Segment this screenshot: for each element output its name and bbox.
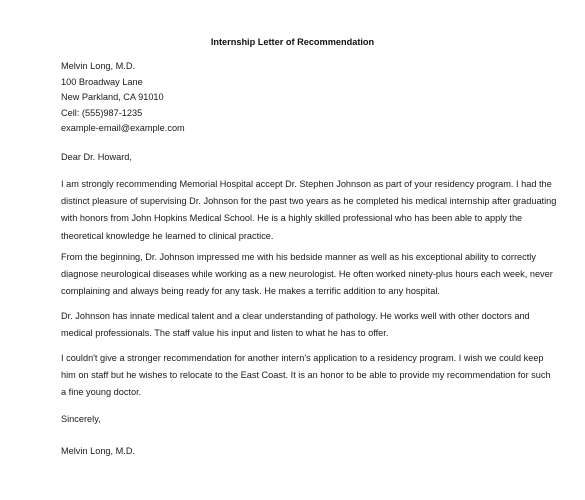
signature: Melvin Long, M.D. [61,446,136,456]
paragraph-line: I couldn't give a stronger recommendation for another intern's application to a residency program. I wish we could keep [61,353,544,363]
paragraph-line: with honors from John Hopkins Medical School. He is a highly skilled professional who has been able to apply the [61,213,523,224]
sender-email: example-email@example.com [61,123,185,134]
sender-city: New Parkland, CA 91010 [61,92,164,103]
sender-address-block [61,59,185,137]
sender-street: 100 Broadway Lane [61,76,143,87]
body-paragraph-4 [61,350,551,402]
body-paragraph-1 [61,176,557,245]
sender-name: Melvin Long, M.D. [61,61,136,71]
paragraph-line: complaining and always being ready for any task. He makes a terrific addition to any hospital. [61,286,440,297]
body-paragraph-3 [61,308,536,342]
salutation: Dear Dr. Howard, [61,152,132,162]
paragraph-line: I am strongly recommending Memorial Hospital accept Dr. Stephen Johnson as part of your residency program. I had the [61,179,552,189]
paragraph-line: diagnose neurological diseases while working as a new neurologist. He often worked ninety-plus hours each week, never [61,269,553,280]
paragraph-line: distinct pleasure of supervising Dr. Johnson for the past two years as he completed his medical internship after graduating [61,196,557,207]
paragraph-line: medical professionals. The staff value his input and listen to what he has to offer. [61,328,389,339]
body-paragraph-2 [61,249,553,301]
closing: Sincerely, [61,414,101,424]
paragraph-line: From the beginning, Dr. Johnson impressed me with his bedside manner as well as his exceptional ability to correctly [61,252,536,262]
paragraph-line: Dr. Johnson has innate medical talent and a clear understanding of pathology. He works well with other doctors and [61,311,530,321]
letter-title: Internship Letter of Recommendation [210,37,375,47]
paragraph-line: him on staff but he wishes to relocate to the East Coast. It is an honor to be able to provide my recommendation for such [61,370,551,381]
paragraph-line: a fine young doctor. [61,387,142,398]
paragraph-line: theoretical knowledge he learned to clinical practice. [61,230,274,241]
sender-phone: Cell: (555)987-1235 [61,107,143,118]
